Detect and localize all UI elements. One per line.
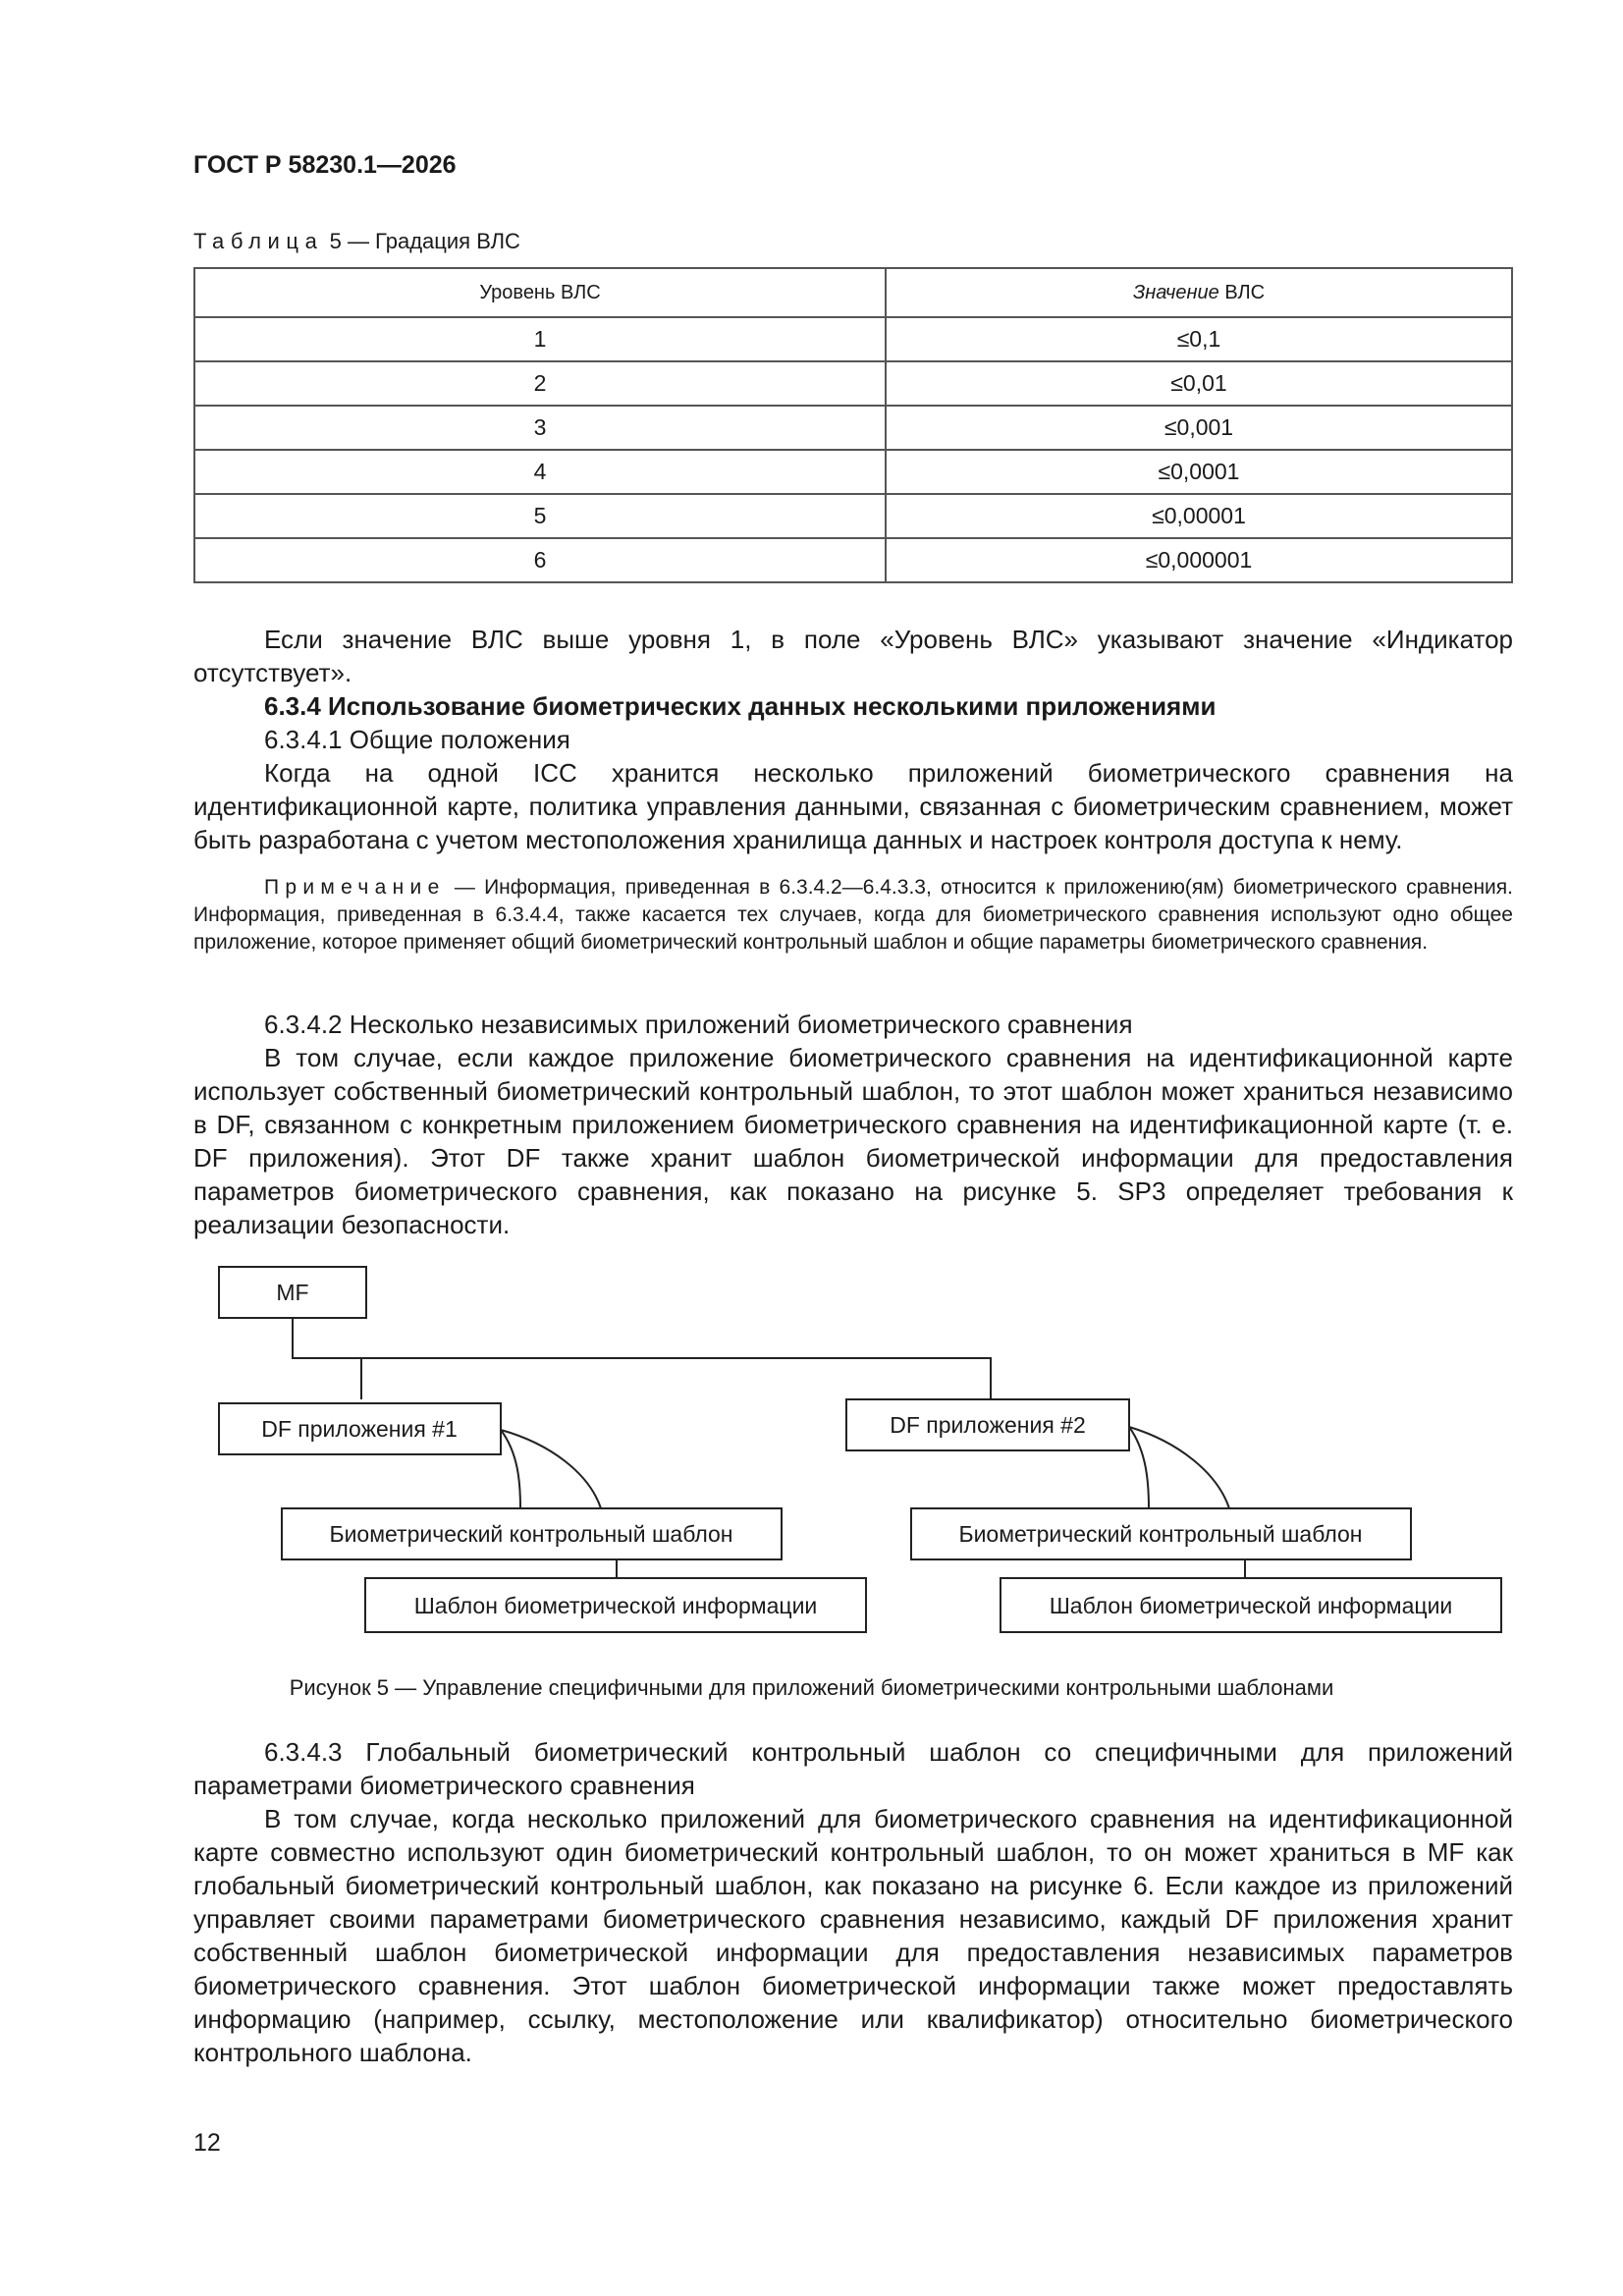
page-number: 12 — [193, 2129, 221, 2157]
cell-level: 5 — [194, 494, 886, 538]
cell-level: 3 — [194, 406, 886, 450]
section-heading-634: 6.3.4 Использование биометрических данных несколькими приложениями — [264, 691, 1217, 721]
header-value-rest: ВЛС — [1218, 281, 1266, 303]
curve-df2-bct — [1129, 1427, 1149, 1508]
paragraph-6341: Когда на одной ICC хранится несколько приложений биометрического сравнения на идентификационной карте, политика управления данными, связанная с биометрическим сравнением, может быть разработана с учетом местоположения хранилища данных и настроек контроля доступа к нему. — [193, 758, 1513, 854]
curve-df1-bct — [501, 1430, 520, 1508]
label-bct-1: Биометрический контрольный шаблон — [329, 1521, 733, 1547]
note-text: — Информация, приведенная в 6.3.4.2—6.4.3.3, относится к приложению(ям) биометрического сравнения. Информация, приведенная в 6.3.4.4, также касается тех случаев, когда для биометрического сравнения используют одно общее приложение, которое применяет общий биометрический контрольный шаблон и общие параметры биометрического сравнения. — [193, 876, 1513, 954]
label-bct-2: Биометрический контрольный шаблон — [958, 1521, 1363, 1547]
paragraph-6343: В том случае, когда несколько приложений для биометрического сравнения на идентификационной карте совместно используют один биометрический контрольный шаблон, то он может храниться в MF как глобальный биометрический контрольный шаблон, как показано на рисунке 6. Если каждое из приложений управляет своими параметрами биометрического сравнения независимо, каждый DF приложения хранит собственный шаблон биометрической информации для предоставления независимых параметров биометрического сравнения. Этот шаблон биометрической информации также может предоставлять информацию (например, ссылку, местоположение или квалификатор) относительно биометрического контрольного шаблона. — [193, 1804, 1513, 2067]
cell-value: ≤0,01 — [886, 361, 1512, 406]
cell-value: ≤0,1 — [886, 317, 1512, 361]
subheading-6341: 6.3.4.1 Общие положения — [264, 725, 570, 754]
cell-value: ≤0,001 — [886, 406, 1512, 450]
subheading-6342: 6.3.4.2 Несколько независимых приложений биометрического сравнения — [264, 1010, 1133, 1039]
cell-value: ≤0,00001 — [886, 494, 1512, 538]
cell-level: 1 — [194, 317, 886, 361]
cell-value: ≤0,000001 — [886, 538, 1512, 582]
paragraph-after-table: Если значение ВЛС выше уровня 1, в поле «Уровень ВЛС» указывают значение «Индикатор отсутствует». — [193, 625, 1513, 687]
connector-mf-bus — [293, 1318, 991, 1399]
paragraph-6342: В том случае, если каждое приложение биометрического сравнения на идентификационной карте использует собственный биометрический контрольный шаблон, то этот шаблон может храниться независимо в DF, связанном с конкретным приложением биометрического сравнения на идентификационной карте (т. е. DF приложения). Этот DF также хранит шаблон биометрической информации для предоставления параметров биометрического сравнения, как показано на рисунке 5. SP3 определяет требования к реализации безопасности. — [193, 1043, 1513, 1239]
label-mf: MF — [276, 1280, 309, 1305]
note-label: Примечание — [264, 876, 446, 899]
cell-value: ≤0,0001 — [886, 450, 1512, 494]
label-bit-1: Шаблон биометрической информации — [413, 1593, 818, 1618]
curve-df2-bit — [1129, 1427, 1229, 1508]
label-bit-2: Шаблон биометрической информации — [1049, 1593, 1453, 1618]
cell-level: 4 — [194, 450, 886, 494]
curve-df1-bit — [501, 1430, 601, 1508]
cell-level: 2 — [194, 361, 886, 406]
table-caption-title: 5 — Градация ВЛС — [329, 229, 520, 253]
header-level: Уровень ВЛС — [194, 268, 886, 317]
heading-6343: 6.3.4.3 Глобальный биометрический контрольный шаблон со специфичными для приложений параметрами биометрического сравнения — [193, 1737, 1513, 1800]
label-df2: DF приложения #2 — [890, 1412, 1086, 1438]
document-header: ГОСТ Р 58230.1—2026 — [193, 151, 457, 179]
label-df1: DF приложения #1 — [261, 1416, 458, 1442]
figure-caption: Рисунок 5 — Управление специфичными для приложений биометрическими контрольными шаблонами — [289, 1675, 1334, 1700]
header-value-italic: Значение — [1132, 281, 1219, 303]
cell-level: 6 — [194, 538, 886, 582]
table-caption-label: Таблица — [193, 229, 324, 253]
